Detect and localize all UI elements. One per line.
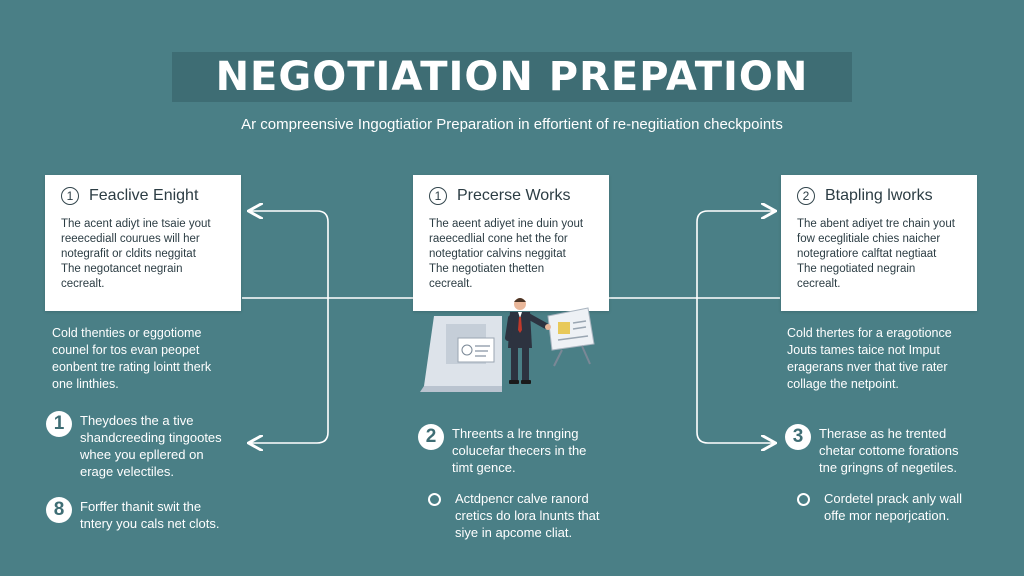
list-item <box>418 425 586 476</box>
item-text <box>80 412 222 480</box>
paragraph-line: counel for tos evan peopet <box>52 343 200 357</box>
list-item <box>785 425 958 476</box>
item-line: cretics do lora lnunts that <box>455 508 600 523</box>
card-body <box>61 217 227 292</box>
item-line: colucefar thecers in the <box>452 443 587 458</box>
card-line: The abent adiyet tre chain yout <box>797 218 955 230</box>
item-line: siye in apcome cliat. <box>455 525 573 540</box>
card-line: cecrealt. <box>797 278 841 290</box>
card-line: cecrealt. <box>429 278 473 290</box>
item-line: erage velectiles. <box>80 464 174 479</box>
item-line: Theydoes the a tive <box>80 413 194 428</box>
item-line: Forffer thanit swit the <box>80 499 202 514</box>
paragraph-line: Cold thertes for a eragotionce <box>787 326 952 340</box>
businessman-presenting-icon <box>420 296 610 392</box>
item-text <box>452 425 586 476</box>
right-paragraph <box>787 325 952 393</box>
title-banner <box>172 52 852 102</box>
list-item <box>46 498 219 532</box>
item-number-badge: 3 <box>785 424 811 450</box>
card-line: fow eceglitiale chies naicher <box>797 233 941 245</box>
card-right <box>781 175 977 311</box>
card-line: The aeent adiyet ine duin yout <box>429 218 584 230</box>
item-line: whee you epllered on <box>80 447 204 462</box>
bullet-icon <box>428 493 441 506</box>
item-number-badge: 8 <box>46 497 72 523</box>
paragraph-line: Jouts tames taice not Imput <box>787 343 940 357</box>
card-title: Btapling lworks <box>825 187 933 204</box>
item-line: tne gringns of negetiles. <box>819 460 958 475</box>
card-number: 1 <box>429 187 447 205</box>
card-line: notegtatior calvins neggitat <box>429 248 566 260</box>
card-title: Feaclive Enight <box>89 187 199 204</box>
card-line: notegratiore calftat negtiaat <box>797 248 937 260</box>
card-line: The negotiaten thetten <box>429 263 545 275</box>
item-text <box>819 425 958 476</box>
paragraph-line: Cold thenties or eggotiome <box>52 326 202 340</box>
card-body <box>797 217 963 292</box>
item-line: Therase as he trented <box>819 426 947 441</box>
item-text <box>80 498 219 532</box>
item-number-badge: 1 <box>46 411 72 437</box>
item-text <box>824 490 962 524</box>
paragraph-line: collage the netpoint. <box>787 377 899 391</box>
card-center <box>413 175 609 311</box>
card-left <box>45 175 241 311</box>
card-line: raeecedlial cone het the for <box>429 233 568 245</box>
bullet-icon <box>797 493 810 506</box>
card-line: The negotancet negrain <box>61 263 183 275</box>
item-line: timt gence. <box>452 460 516 475</box>
item-text <box>455 490 600 541</box>
paragraph-line: one linthies. <box>52 377 119 391</box>
connector-right-lower <box>697 298 774 443</box>
page-title: NEGOTIATION PREPATION <box>215 54 809 100</box>
item-line: Cordetel prack anly wall <box>824 491 963 506</box>
item-line: offe mor neporjcation. <box>824 508 950 523</box>
item-line: chetar cottome forations <box>819 443 959 458</box>
connector-left-lower <box>250 298 328 443</box>
list-item <box>797 490 962 524</box>
card-number: 2 <box>797 187 815 205</box>
card-line: notegrafit or cldits neggitat <box>61 248 196 260</box>
list-item <box>428 490 600 541</box>
card-body <box>429 217 595 292</box>
card-line: The acent adiyt ine tsaie yout <box>61 218 211 230</box>
card-line: The negotiated negrain <box>797 263 916 275</box>
card-line: reeecediall courues will her <box>61 233 200 245</box>
paragraph-line: eonbent tre rating lointt therk <box>52 360 212 374</box>
page-subtitle: Ar compreensive Ingogtiatior Preparation in effortient of re-negitiation checkpoints <box>241 116 783 133</box>
item-line: tntery you cals net clots. <box>80 516 220 531</box>
connector-left-branch <box>250 211 328 298</box>
connector-right-branch <box>697 211 774 298</box>
item-line: Threents a lre tnnging <box>452 426 579 441</box>
item-line: shandcreeding tingootes <box>80 430 222 445</box>
card-number: 1 <box>61 187 79 205</box>
left-paragraph <box>52 325 211 393</box>
paragraph-line: eragerans nver that tive rater <box>787 360 948 374</box>
list-item <box>46 412 222 480</box>
item-line: Actdpencr calve ranord <box>455 491 589 506</box>
card-line: cecrealt. <box>61 278 105 290</box>
card-title: Precerse Works <box>457 187 571 204</box>
item-number-badge: 2 <box>418 424 444 450</box>
